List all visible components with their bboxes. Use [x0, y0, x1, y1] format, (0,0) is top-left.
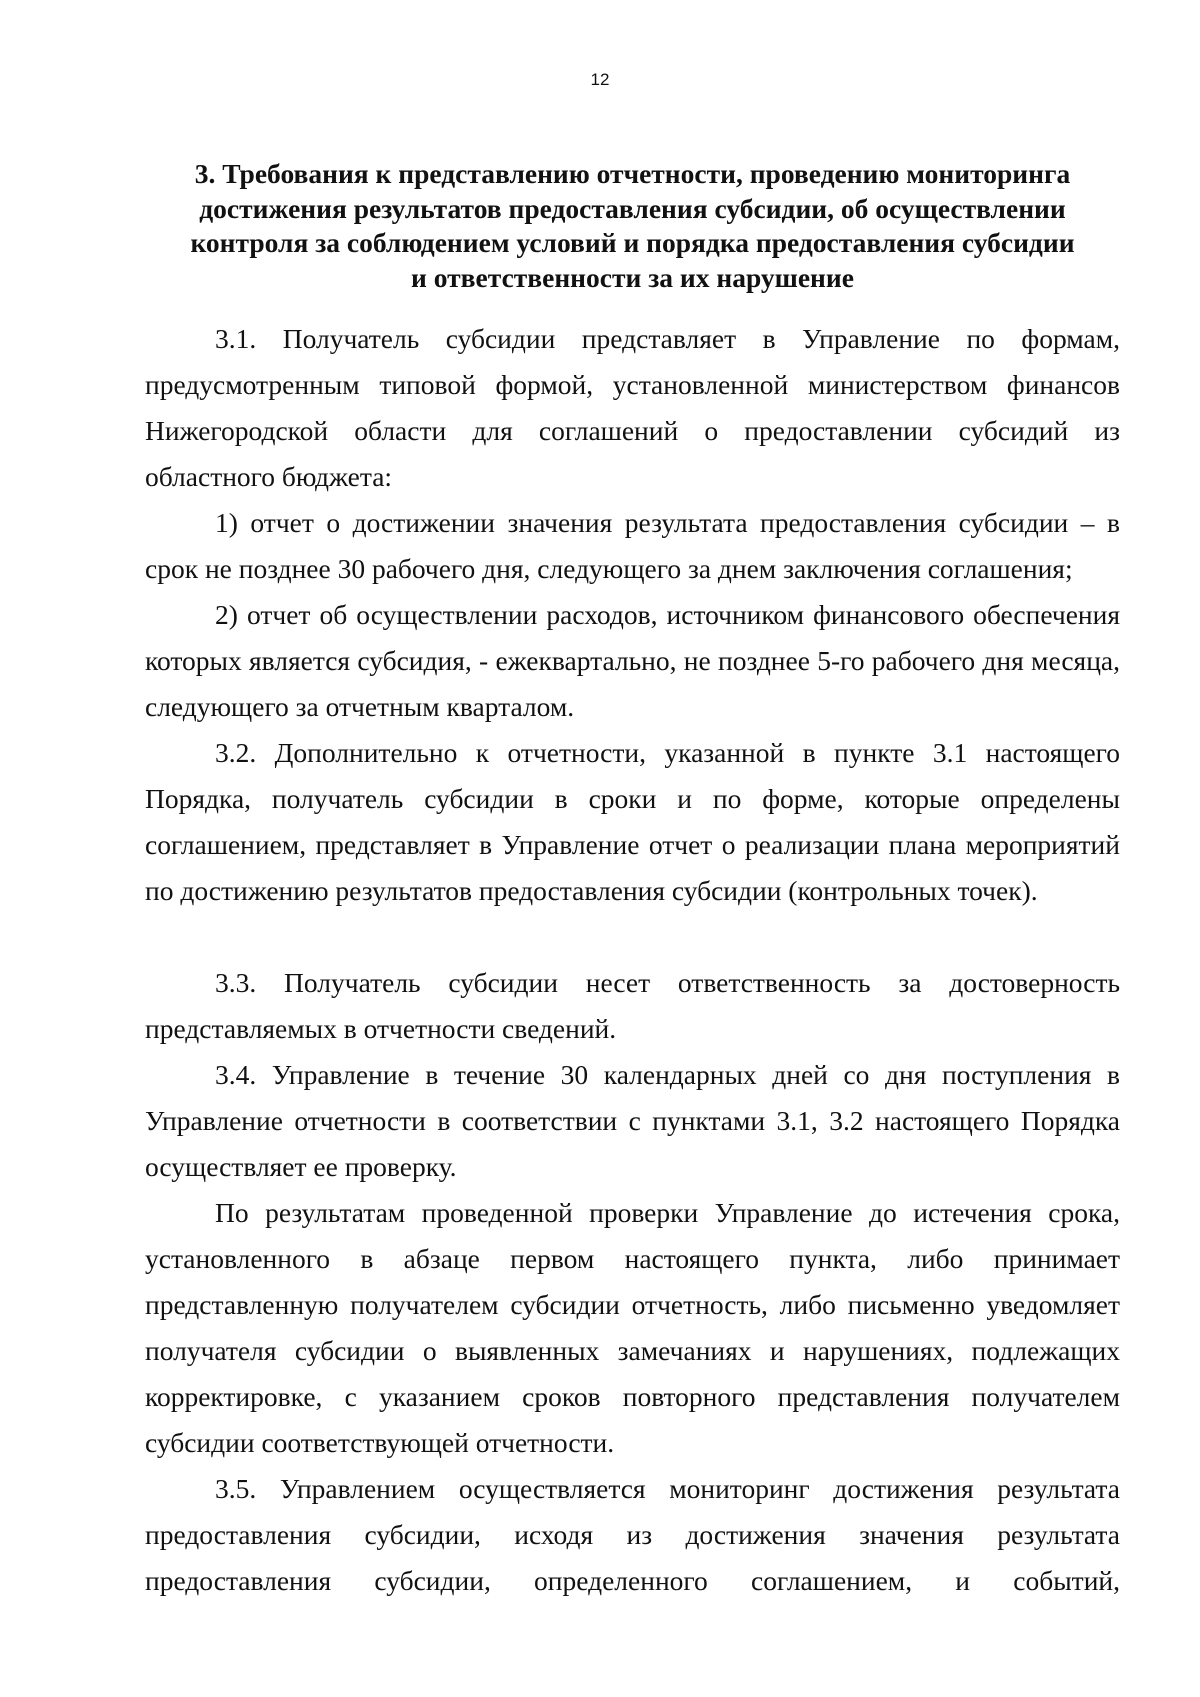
section-heading-line: контроля за соблюдением условий и порядка предоставления субсидии: [190, 227, 1075, 258]
paragraph-3-1-item-2: 2) отчет об осуществлении расходов, источником финансового обеспечения которых является субсидия, - ежеквартально, не позднее 5-го рабочего дня месяца, следующего за отчетным кварталом.: [145, 599, 1120, 722]
section-heading-line: 3. Требования к представлению отчетности, проведению мониторинга: [194, 158, 1071, 189]
paragraph-3-4-continued: По результатам проведенной проверки Управление до истечения срока, установленного в абзаце первом настоящего пункта, либо принимает представленную получателем субсидии отчетность, либо письменно уведомляет получателя субсидии о выявленных замечаниях и нарушениях, подлежащих корректировке, с указанием сроков повторного представления получателем субсидии соответствующей отчетности.: [145, 1197, 1120, 1458]
section-heading-line: и ответственности за их нарушение: [411, 261, 854, 293]
paragraph-3-3: 3.3. Получатель субсидии несет ответственность за достоверность представляемых в отчетности сведений.: [145, 967, 1120, 1044]
section-heading-line: достижения результатов предоставления субсидии, об осуществлении: [199, 192, 1066, 224]
paragraph-3-1: 3.1. Получатель субсидии представляет в Управление по формам, предусмотренным типовой формой, установленной министерством финансов Нижегородской области для соглашений о предоставлении субсидий из областного бюджета:: [145, 323, 1120, 492]
section-heading: [145, 157, 1120, 295]
paragraph-3-1-item-1: 1) отчет о достижении значения результата предоставления субсидии – в срок не позднее 30 рабочего дня, следующего за днем заключения соглашения;: [145, 507, 1120, 584]
paragraph-3-2: 3.2. Дополнительно к отчетности, указанной в пункте 3.1 настоящего Порядка, получатель субсидии в сроки и по форме, которые определены соглашением, представляет в Управление отчет о реализации плана мероприятий по достижению результатов предоставления субсидии (контрольных точек).: [145, 737, 1120, 906]
page-number: 12: [590, 70, 610, 89]
paragraph-3-4: 3.4. Управление в течение 30 календарных дней со дня поступления в Управление отчетности в соответствии с пунктами 3.1, 3.2 настоящего Порядка осуществляет ее проверку.: [145, 1059, 1120, 1182]
paragraph-3-5: 3.5. Управлением осуществляется мониторинг достижения результата предоставления субсидии, исходя из достижения значения результата предоставления субсидии, определенного соглашением, и событий,: [145, 1473, 1120, 1596]
